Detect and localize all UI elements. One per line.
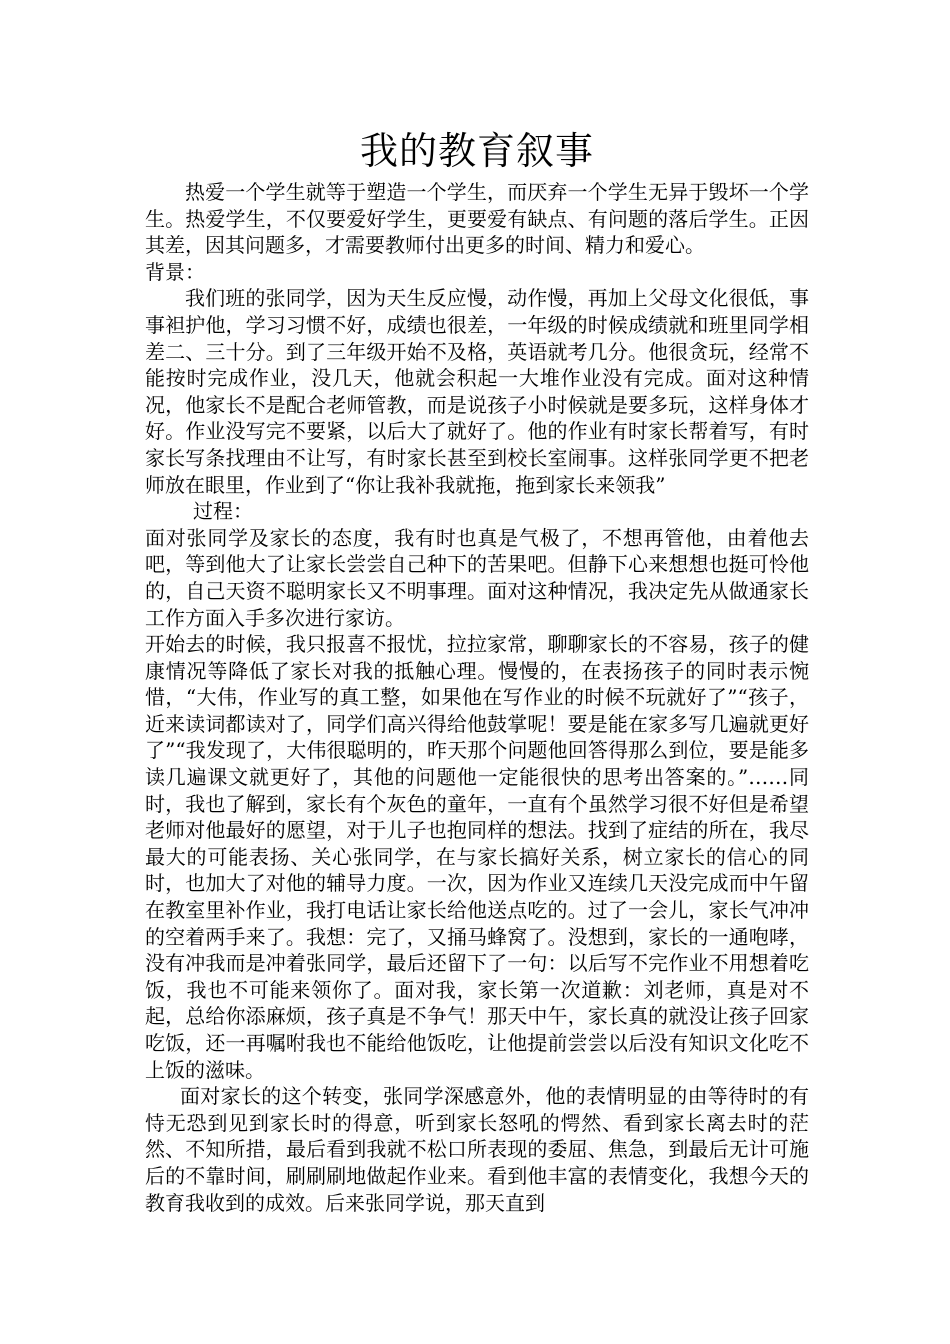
background-paragraph: 我们班的张同学，因为天生反应慢，动作慢，再加上父母文化很低，事事袒护他，学习习惯不好，成绩也很差，一年级的时候成绩就和班里同学相差二、三十分。到了三年级开始不及格，英语就考几分。他很贪玩，经常不能按时完成作业，没几天，他就会积起一大堆作业没有完成。面对这种情况，他家长不是配合老师管教，而是说孩子小时候就是要多玩，这样身体才好。作业没写完不要紧，以后大了就好了。他的作业有时家长帮着写，有时家长写条找理由不让写，有时家长甚至到校长室闹事。这样张同学更不把老师放在眼里，作业到了“你让我补我就拖，拖到家长来领我” [145, 286, 809, 497]
background-heading: 背景： [145, 259, 205, 284]
process-paragraph-1: 面对张同学及家长的态度，我有时也真是气极了，不想再管他，由着他去吧，等到他大了让家长尝尝自己种下的苦果吧。但静下心来想想也挺可怜他的，自己天资不聪明家长又不明事理。面对这种情况，我决定先从做通家长工作方面入手多次进行家访。 [145, 525, 809, 630]
process-paragraph-3: 面对家长的这个转变，张同学深感意外，他的表情明显的由等待时的有恃无恐到见到家长时的得意，听到家长怒吼的愕然、看到家长离去时的茫然、不知所措，最后看到我就不松口所表现的委屈、焦急，到最后无计可施后的不靠时间，刷刷刷地做起作业来。看到他丰富的表情变化，我想今天的教育我收到的成效。后来张同学说，那天直到 [145, 1084, 809, 1215]
process-paragraph-2: 开始去的时候，我只报喜不报忧，拉拉家常，聊聊家长的不容易，孩子的健康情况等降低了家长对我的抵触心理。慢慢的，在表扬孩子的同时表示惋惜，“大伟，作业写的真工整，如果他在写作业的时候不玩就好了”“孩子，近来读词都读对了，同学们高兴得给他鼓掌呢！要是能在家多写几遍就更好了”“我发现了，大伟很聪明的，昨天那个问题他回答得那么到位，要是能多读几遍课文就更好了，其他的问题他一定能很快的思考出答案的。”……同时，我也了解到，家长有个灰色的童年，一直有个虽然学习很不好但是希望老师对他最好的愿望，对于儿子也抱同样的想法。找到了症结的所在，我尽最大的可能表扬、关心张同学，在与家长搞好关系，树立家长的信心的同时，也加大了对他的辅导力度。一次，因为作业又连续几天没完成而中午留在教室里补作业，我打电话让家长给他送点吃的。过了一会儿，家长气冲冲的空着两手来了。我想：完了，又捅马蜂窝了。没想到，家长的一通咆哮，没有冲我而是冲着张同学，最后还留下了一句：以后写不完作业不用想着吃饭，我也不可能来领你了。面对我，家长第一次道歉：刘老师，真是对不起，总给你添麻烦，孩子真是不争气！那天中午，家长真的就没让孩子回家吃饭，还一再嘱咐我也不能给他饭吃，让他提前尝尝以后没有知识文化吃不上饭的滋味。 [145, 632, 809, 1082]
document-page [145, 125, 809, 1216]
document-title: 我的教育叙事 [359, 129, 594, 173]
process-heading: 过程： [193, 499, 253, 524]
intro-paragraph: 热爱一个学生就等于塑造一个学生，而厌弃一个学生无异于毁坏一个学生。热爱学生，不仅要爱好学生，更要爱有缺点、有问题的落后学生。正因其差，因其问题多，才需要教师付出更多的时间、精力和爱心。 [145, 180, 809, 258]
